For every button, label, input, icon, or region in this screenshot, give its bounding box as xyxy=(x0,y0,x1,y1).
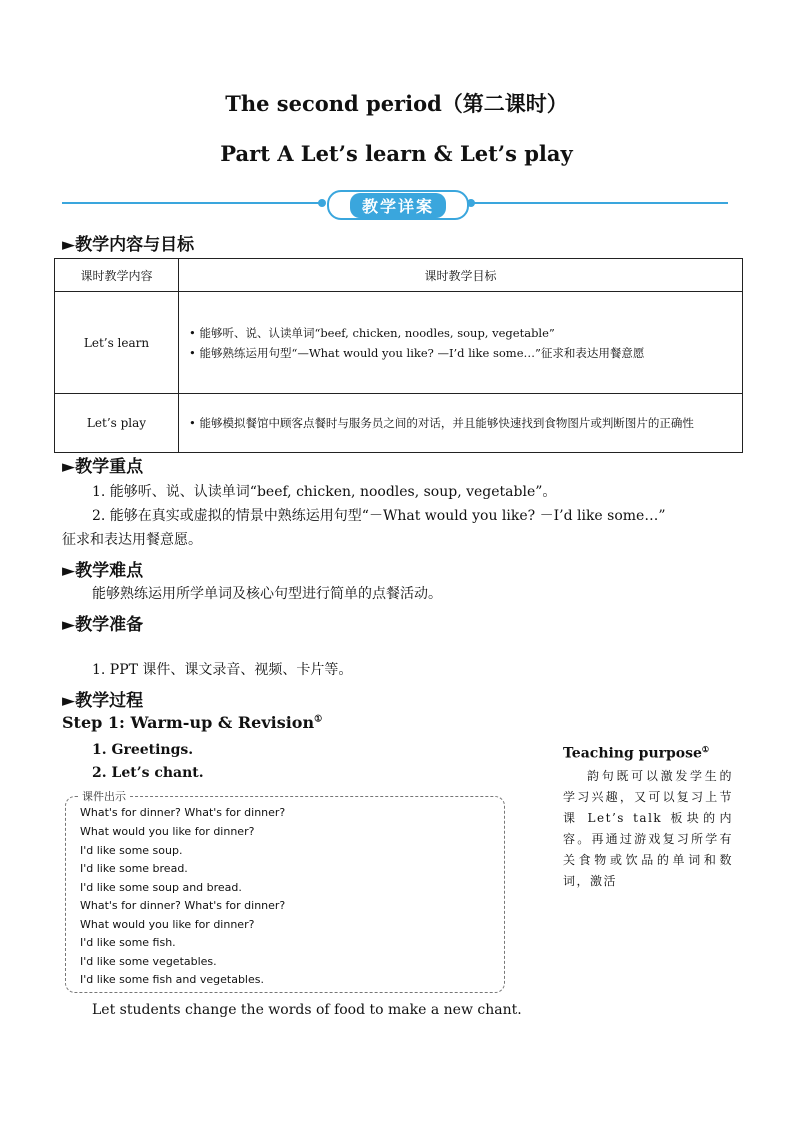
key-point-2-cont: 征求和表达用餐意愿。 xyxy=(62,532,202,548)
page-subtitle: Part A Let’s learn & Let’s play xyxy=(220,141,573,166)
chant-line: I'd like some bread. xyxy=(80,862,188,875)
section-heading-process: ►教学过程 xyxy=(62,691,144,711)
step-1-item-2: 2. Let’s chant. xyxy=(92,765,204,781)
chant-line: What would you like for dinner? xyxy=(80,825,255,838)
page-title: The second period（第二课时） xyxy=(225,91,568,116)
sidebar-title xyxy=(563,744,709,762)
table-cell-content: Let’s play xyxy=(55,394,179,453)
step-1-title-text: Step 1: Warm-up & Revision xyxy=(62,713,315,732)
chant-line: What's for dinner? What's for dinner? xyxy=(80,899,286,912)
footnote-mark: ① xyxy=(314,714,323,725)
step-1-title xyxy=(62,713,322,732)
table-cell-content: Let’s learn xyxy=(55,292,179,394)
chant-line: What's for dinner? What's for dinner? xyxy=(80,806,286,819)
chant-line: I'd like some fish. xyxy=(80,936,176,949)
table-row xyxy=(55,394,743,453)
chant-line: I'd like some vegetables. xyxy=(80,955,217,968)
chant-line: What would you like for dinner? xyxy=(80,918,255,931)
table-header-row xyxy=(55,259,743,292)
section-heading-key-points: ►教学重点 xyxy=(62,457,144,477)
key-point-1: 1. 能够听、说、认读单词“beef, chicken, noodles, soup, vegetable”。 xyxy=(92,484,557,500)
section-banner xyxy=(327,190,469,220)
step-1-instruction: Let students change the words of food to make a new chant. xyxy=(92,1002,522,1018)
key-point-2: 2. 能够在真实或虚拟的情景中熟练运用句型“－What would you like? －I’d like some…” xyxy=(92,508,666,524)
chant-line: I'd like some soup. xyxy=(80,844,183,857)
step-1-item-1: 1. Greetings. xyxy=(92,742,194,758)
chant-line: I'd like some soup and bread. xyxy=(80,881,242,894)
section-heading-content-goals: ►教学内容与目标 xyxy=(62,235,195,255)
chant-line: I'd like some fish and vegetables. xyxy=(80,973,264,986)
sidebar-title-text: Teaching purpose xyxy=(563,745,702,762)
footnote-mark: ① xyxy=(701,744,710,754)
banner-line-left xyxy=(62,202,324,204)
table-row xyxy=(55,292,743,394)
table-cell-goals xyxy=(179,394,743,453)
section-heading-preparation: ►教学准备 xyxy=(62,615,144,635)
goal-item: • 能够模拟餐馆中顾客点餐时与服务员之间的对话，并且能够快速找到食物图片或判断图片的正确性 xyxy=(189,416,694,430)
difficulty-text: 能够熟练运用所学单词及核心句型进行简单的点餐活动。 xyxy=(92,586,442,602)
preparation-text: 1. PPT 课件、课文录音、视频、卡片等。 xyxy=(92,662,353,678)
goal-item: • 能够听、说、认读单词“beef, chicken, noodles, soup, vegetable” xyxy=(189,325,555,340)
courseware-tag: 课件出示 xyxy=(78,788,130,804)
banner-dot-left xyxy=(318,199,326,207)
table-cell-goals xyxy=(179,292,743,394)
banner-label: 教学详案 xyxy=(350,193,446,218)
sidebar-body: 韵句既可以激发学生的学习兴趣，又可以复习上节课 Let’s talk 板块的内容。再通过游戏复习所学有关食物或饮品的单词和数词，激活 xyxy=(563,769,733,888)
section-heading-difficulties: ►教学难点 xyxy=(62,561,144,581)
banner-line-right xyxy=(468,202,728,204)
objectives-table xyxy=(54,258,743,453)
table-header-goals: 课时教学目标 xyxy=(179,259,743,292)
goal-item: • 能够熟练运用句型“—What would you like? —I’d like some…”征求和表达用餐意愿 xyxy=(189,345,645,360)
table-header-content: 课时教学内容 xyxy=(55,259,179,292)
